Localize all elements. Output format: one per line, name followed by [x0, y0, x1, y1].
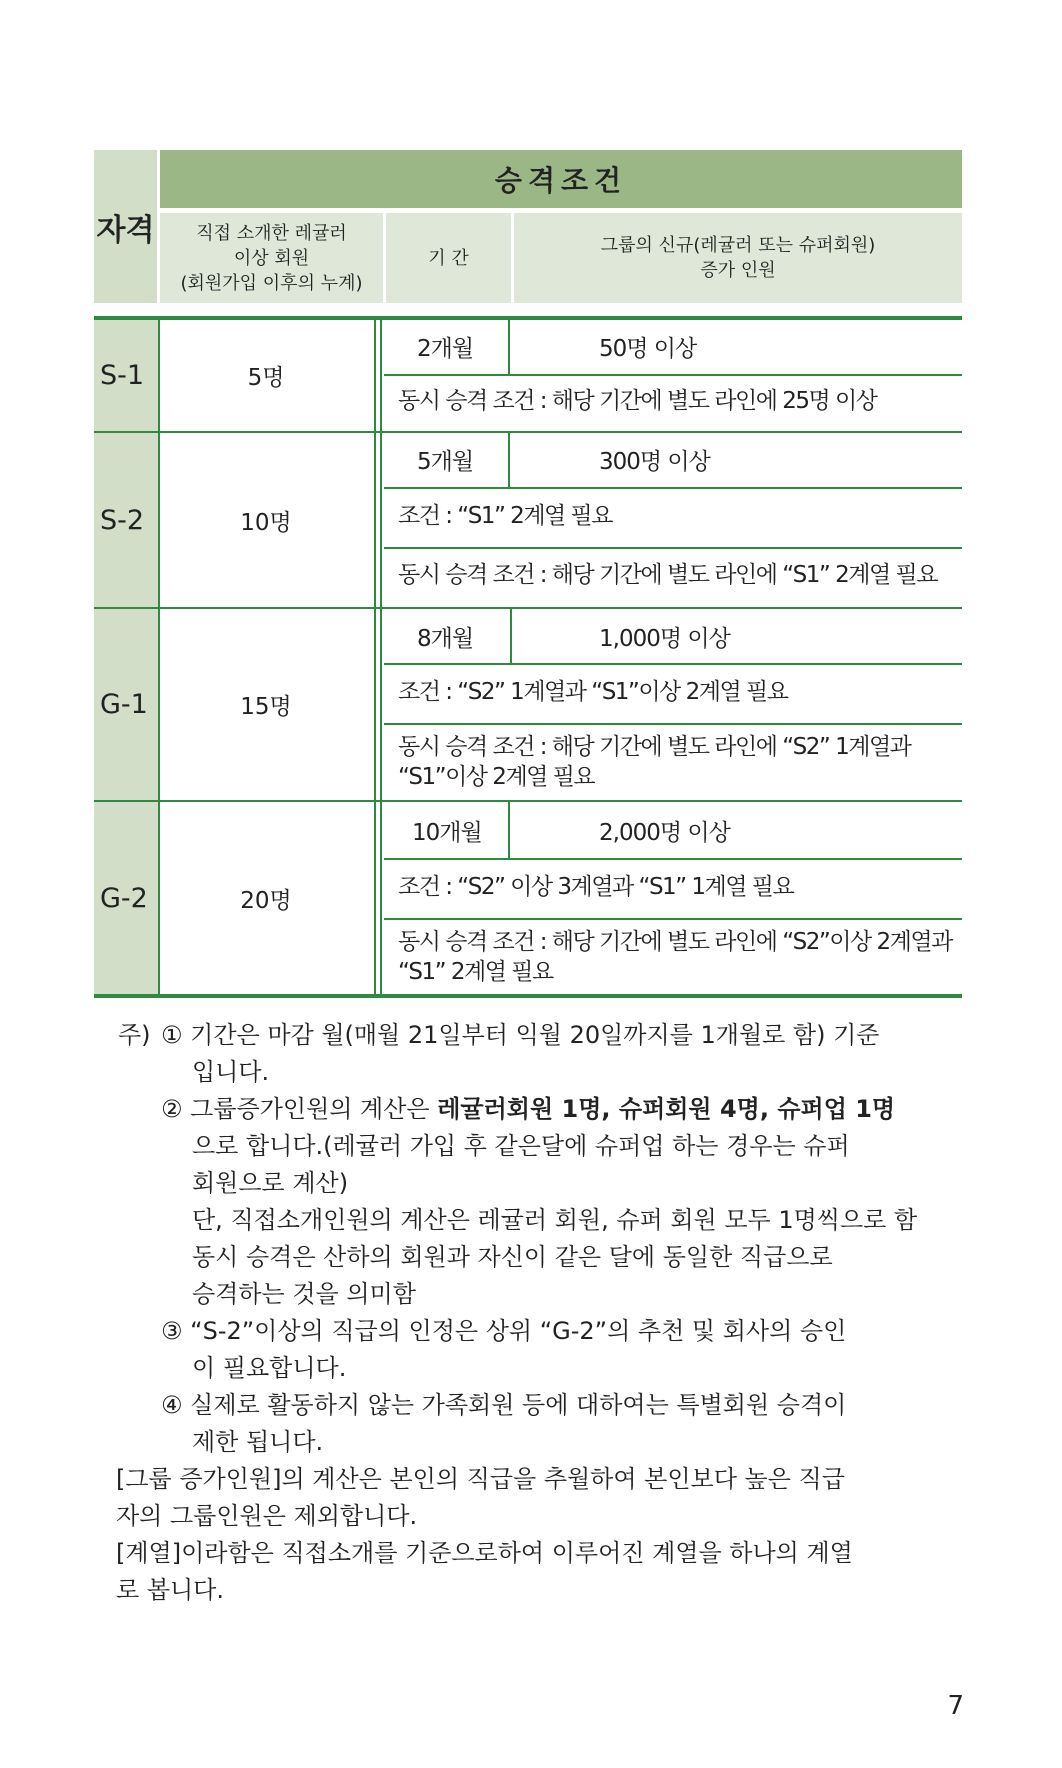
note-2-cont: 회원으로 계산) [192, 1169, 349, 1197]
subrow-divider [384, 858, 962, 860]
header-direct-referrals: 직접 소개한 레귤러 이상 회원 (회원가입 이후의 누계) [160, 213, 383, 303]
note-2-cont: 단, 직접소개인원의 계산은 레귤러 회원, 슈퍼 회원 모두 1명씩으로 함 [192, 1206, 918, 1234]
note-2-cont: 으로 합니다.(레귤러 가입 후 같은달에 슈퍼업 하는 경우는 슈퍼 [192, 1132, 850, 1160]
note-2-cont: 동시 승격은 산하의 회원과 자신이 같은 달에 동일한 직급으로 [192, 1243, 833, 1271]
count-s2: 10명 [240, 509, 292, 536]
people-g2: 2,000명 이상 [599, 820, 730, 846]
condition-g1-a: 조건 : “S2” 1계열과 “S1”이상 2계열 필요 [398, 679, 788, 705]
header-conditions: 승격조건 [160, 150, 962, 208]
period-divider [510, 609, 512, 663]
period-divider [508, 320, 510, 374]
condition-g2-a: 조건 : “S2” 이상 3계열과 “S1” 1계열 필요 [398, 874, 794, 900]
subrow-divider [384, 374, 962, 376]
rank-g1: G-1 [94, 609, 158, 800]
note-1 [118, 1017, 940, 1054]
count-g2: 20명 [240, 887, 292, 914]
condition-s2-b: 동시 승격 조건 : 해당 기간에 별도 라인에 “S1” 2계열 필요 [398, 562, 937, 588]
note-2-bold: 레귤러회원 1명, 슈퍼회원 4명, 슈퍼업 1명 [437, 1095, 896, 1123]
header-period: 기 간 [386, 213, 511, 303]
period-s2: 5개월 [417, 449, 474, 475]
notes [118, 1017, 940, 1609]
people-g1: 1,000명 이상 [599, 626, 730, 652]
note-2 [118, 1091, 940, 1128]
rank-s1: S-1 [94, 320, 158, 431]
header-group-increase: 그룹의 신규(레귤러 또는 슈퍼회원) 증가 인원 [514, 213, 962, 303]
note-group-increase-cont: 자의 그룹인원은 제외합니다. [116, 1502, 418, 1530]
note-3-cont: 이 필요합니다. [192, 1354, 347, 1382]
column-divider [374, 320, 376, 994]
condition-s2-a: 조건 : “S1” 2계열 필요 [398, 503, 612, 529]
note-1-cont: 입니다. [192, 1058, 270, 1086]
period-divider [508, 433, 510, 487]
page-number: 7 [947, 1691, 964, 1721]
period-g1: 8개월 [417, 626, 474, 652]
people-s2: 300명 이상 [599, 449, 710, 475]
header-rank: 자격 [94, 150, 157, 303]
note-4-cont: 제한 됩니다. [192, 1428, 324, 1456]
subrow-divider [384, 547, 962, 549]
subrow-divider [384, 723, 962, 725]
note-2-cont: 승격하는 것을 의미함 [192, 1280, 416, 1308]
condition-g2-b: 동시 승격 조건 : 해당 기간에 별도 라인에 “S2”이상 2계열과 “S1” 2계열 필요 [398, 929, 952, 985]
period-s1: 2개월 [417, 336, 474, 362]
notes-prefix: 주) [118, 1021, 151, 1049]
subrow-divider [384, 663, 962, 665]
people-s1: 50명 이상 [599, 336, 697, 362]
subrow-divider [384, 918, 962, 920]
condition-s1: 동시 승격 조건 : 해당 기간에 별도 라인에 25명 이상 [398, 388, 877, 414]
count-g1: 15명 [240, 694, 292, 720]
note-2-text: ② 그룹증가인원의 계산은 [161, 1095, 438, 1123]
note-1-line-1: ① 기간은 마감 월(매월 21일부터 익월 20일까지를 1개월로 함) 기준 [161, 1021, 880, 1049]
note-series-cont: 로 봅니다. [116, 1576, 224, 1604]
subrow-divider [384, 487, 962, 489]
note-3: ③ “S-2”이상의 직급의 인정은 상위 “G-2”의 추천 및 회사의 승인 [161, 1317, 847, 1345]
promotion-table [94, 316, 962, 998]
period-divider [508, 802, 510, 858]
table-bottom-rule [94, 994, 962, 998]
rank-g2: G-2 [94, 802, 158, 994]
note-4: ④ 실제로 활동하지 않는 가족회원 등에 대하여는 특별회원 승격이 [161, 1391, 847, 1419]
note-group-increase: [그룹 증가인원]의 계산은 본인의 직급을 추월하여 본인보다 높은 직급 [116, 1465, 845, 1493]
rank-s2: S-2 [94, 433, 158, 607]
count-s1: 5명 [247, 365, 285, 391]
period-g2: 10개월 [412, 820, 482, 846]
condition-g1-b: 동시 승격 조건 : 해당 기간에 별도 라인에 “S2” 1계열과 “S1”이상 2계열 필요 [398, 734, 911, 790]
column-divider [380, 320, 382, 994]
note-series: [계열]이라함은 직접소개를 기준으로하여 이루어진 계열을 하나의 계열 [116, 1539, 853, 1567]
